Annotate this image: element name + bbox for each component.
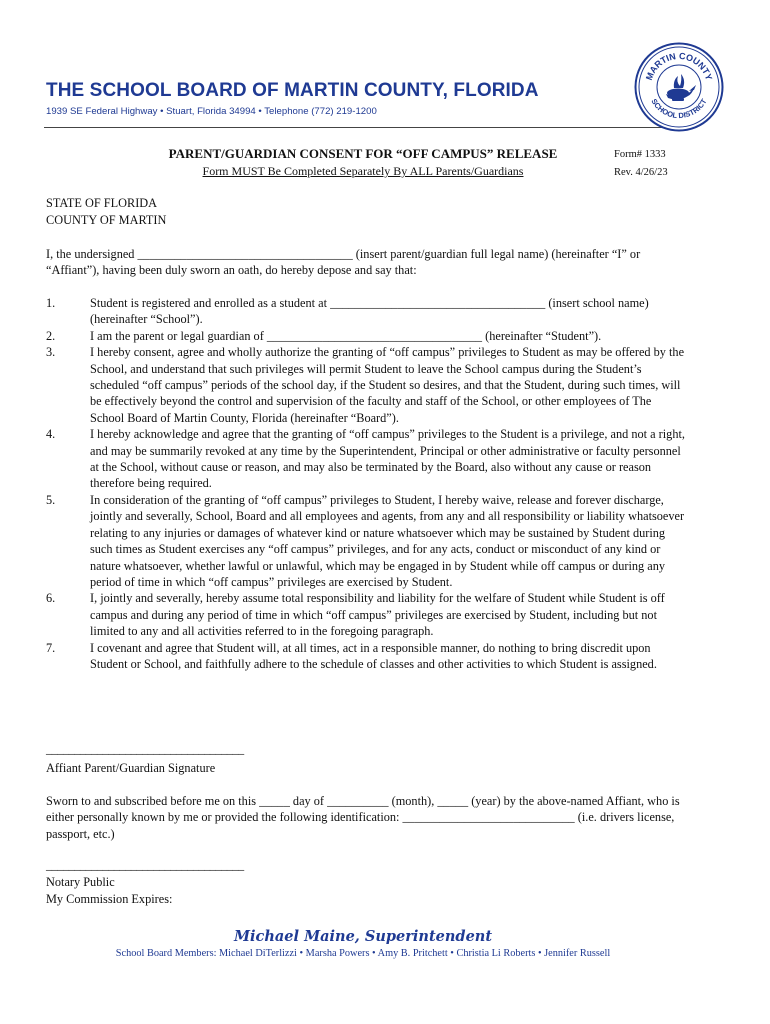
affidavit-intro: I, the undersigned ___________________________________ (insert parent/guardian full legal name) (hereinafter “I” or “Affiant”), having been duly sworn an oath, do hereby depose and say that:: [46, 247, 641, 278]
affidavit-items: [46, 295, 686, 672]
notary-label: Notary Public: [46, 875, 115, 889]
item-number: 3.: [46, 345, 56, 360]
list-item: [46, 344, 686, 426]
list-item: [46, 328, 686, 344]
seal-top-text: MARTIN COUNTY: [643, 50, 715, 82]
item-number: 6.: [46, 591, 56, 606]
board-members: School Board Members: Michael DiTerlizzi • Marsha Powers • Amy B. Pritchett • Christia Li Roberts • Jennifer Russell: [115, 948, 611, 959]
sworn-statement: Sworn to and subscribed before me on this _____ day of __________ (month), _____ (year) by the above-named Affiant, who is either personally known by me or provided the following identification: ____________________________ (i.e. drivers license, passport, etc.): [46, 794, 680, 841]
org-title: THE SCHOOL BOARD OF MARTIN COUNTY, FLORIDA: [46, 80, 539, 101]
item-text: In consideration of the granting of “off campus” privileges to Student, I hereby waive, release and forever discharge, jointly and severally, School, Board and all employees and agents, from any and all responsibility or liability whatsoever relating to any injuries or damages of whatever kind or nature whatsoever which may be sustained by Student during such times as Student exercises any “off campus” privileges, and for any acts, conduct or misconduct of any kind or nature whatsoever, whether lawful or unlawful, which may be engaged in by Student while off campus or during any period of time in which “off campus” privileges are exercised by Student.: [90, 492, 685, 589]
list-item: [46, 492, 686, 590]
list-item: [46, 640, 686, 673]
signature-label: Affiant Parent/Guardian Signature: [46, 761, 216, 775]
item-number: 7.: [46, 640, 56, 655]
item-number: 2.: [46, 328, 56, 343]
header-divider: [44, 127, 680, 128]
form-revision: Rev. 4/26/23: [614, 167, 668, 178]
commission-expires-label: My Commission Expires:: [46, 892, 173, 906]
item-text: I am the parent or legal guardian of ___________________________________ (hereinafter “Student”).: [90, 328, 602, 343]
list-item: [46, 426, 686, 492]
item-text: I, jointly and severally, hereby assume total responsibility and liability for the welfare of Student while Student is off campus and during any period of time in which “off campus” privileges are exercised by Student, including but not limited to any and all activities referred to in the foregoing paragraph.: [90, 591, 665, 639]
superintendent-name: Michael Maine, Superintendent: [233, 928, 493, 945]
item-number: 1.: [46, 296, 56, 310]
school-district-seal: [634, 42, 724, 132]
form-number: Form# 1333: [614, 149, 666, 160]
state-line: STATE OF FLORIDA: [46, 196, 158, 210]
item-text: I hereby consent, agree and wholly authorize the granting of “off campus” privileges to Student as may be offered by the School, and understand that such privileges will permit Student to leave the School campus during the Student’s scheduled “off campus” periods of the school day, if the Student so desires, and that the Student, during such times, will be effectively beyond the control and supervision of the faculty and staff of the School, or other employees of The School Board of Martin County, Florida (hereinafter “Board”).: [90, 345, 685, 425]
list-item: [46, 590, 686, 639]
item-number: 5.: [46, 492, 56, 507]
item-text: I hereby acknowledge and agree that the granting of “off campus” privileges to the Student is a privilege, and not a right, and may be summarily revoked at any time by the Superintendent, Principal or other administrative or faculty personnel at the School, without cause or reason, and may also be terminated by the Board, also without any cause or reason therefore being required.: [90, 427, 685, 491]
item-text: I covenant and agree that Student will, at all times, act in a responsible manner, do nothing to bring discredit upon Student or School, and faithfully adhere to the schedule of classes and other activities to which Student is assigned.: [90, 640, 657, 671]
list-item: [46, 295, 686, 328]
seal-bottom-text: SCHOOL DISTRICT: [649, 97, 709, 121]
item-number: 4.: [46, 427, 56, 442]
form-subtitle: Form MUST Be Completed Separately By ALL Parents/Guardians: [202, 164, 524, 178]
signature-line: ___________________________________: [46, 742, 244, 756]
notary-signature-line: ___________________________________: [46, 858, 244, 872]
county-line: COUNTY OF MARTIN: [46, 213, 167, 227]
org-address: 1939 SE Federal Highway • Stuart, Florida 34994 • Telephone (772) 219-1200: [46, 106, 377, 117]
form-title: PARENT/GUARDIAN CONSENT FOR “OFF CAMPUS” RELEASE: [168, 146, 558, 161]
item-text: Student is registered and enrolled as a student at ___________________________________ (insert school name) (hereinafter “School”).: [90, 296, 649, 327]
